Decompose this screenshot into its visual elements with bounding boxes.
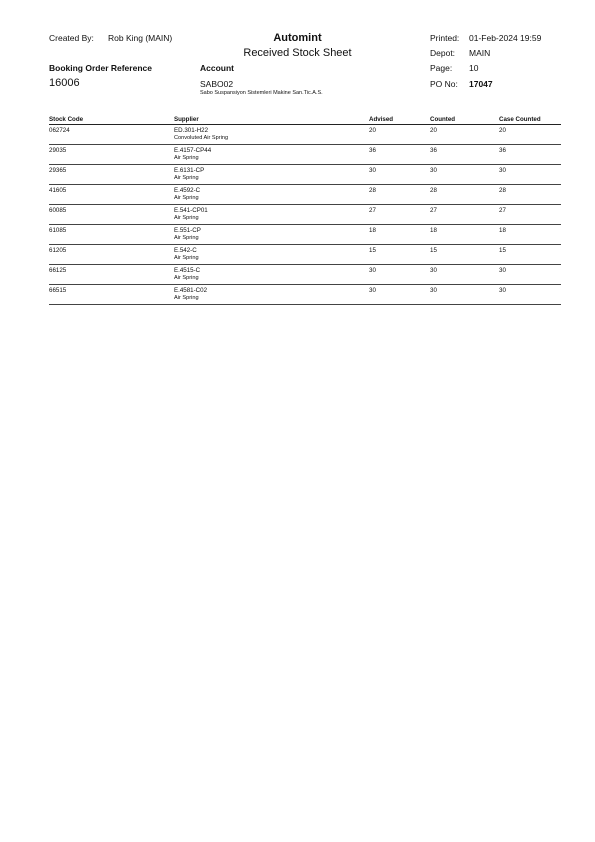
table-row [49, 165, 561, 185]
case-counted-qty: 30 [499, 165, 561, 185]
table-row [49, 245, 561, 265]
supplier-code: E.551-CP [174, 227, 201, 234]
table-row [49, 205, 561, 225]
sheet-title: Received Stock Sheet [243, 47, 352, 59]
counted-qty: 30 [430, 165, 499, 185]
supplier-code: E.4581-C02 [174, 287, 208, 294]
case-counted-qty: 15 [499, 245, 561, 265]
supplier-cell [174, 185, 369, 205]
advised-qty: 15 [369, 245, 430, 265]
account-name: Sabo Suspansiyon Sistemleri Makine San.Tic.A.S. [200, 90, 323, 96]
advised-qty: 30 [369, 285, 430, 305]
table-row [49, 265, 561, 285]
stock-code: 062724 [49, 125, 174, 145]
counted-qty: 20 [430, 125, 499, 145]
table-row [49, 125, 561, 145]
created-by-label: Created By: [49, 33, 94, 43]
item-description: Air Spring [174, 275, 199, 281]
supplier-code: E.6131-CP [174, 167, 205, 174]
col-stock-code: Stock Code [49, 114, 174, 125]
case-counted-qty: 27 [499, 205, 561, 225]
page-label: Page: [430, 63, 453, 73]
col-case-counted: Case Counted [499, 114, 561, 125]
item-description: Air Spring [174, 195, 199, 201]
advised-qty: 18 [369, 225, 430, 245]
created-by-value: Rob King (MAIN) [108, 33, 173, 43]
table-row [49, 145, 561, 165]
advised-qty: 30 [369, 265, 430, 285]
po-label: PO No: [430, 79, 458, 89]
case-counted-qty: 28 [499, 185, 561, 205]
stock-code: 61205 [49, 245, 174, 265]
supplier-cell [174, 145, 369, 165]
stock-code: 61085 [49, 225, 174, 245]
booking-label: Booking Order Reference [49, 63, 152, 73]
counted-qty: 18 [430, 225, 499, 245]
page-number: 10 [469, 63, 479, 73]
supplier-code: E.4157-CP44 [174, 147, 212, 154]
counted-qty: 27 [430, 205, 499, 225]
stock-code: 41605 [49, 185, 174, 205]
advised-qty: 20 [369, 125, 430, 145]
table-row [49, 285, 561, 305]
advised-qty: 27 [369, 205, 430, 225]
po-number: 17047 [469, 79, 493, 89]
counted-qty: 36 [430, 145, 499, 165]
case-counted-qty: 30 [499, 265, 561, 285]
item-description: Air Spring [174, 215, 199, 221]
supplier-cell [174, 245, 369, 265]
stock-code: 66515 [49, 285, 174, 305]
stock-code: 29365 [49, 165, 174, 185]
stock-code: 60085 [49, 205, 174, 225]
depot-label: Depot: [430, 48, 456, 58]
counted-qty: 30 [430, 285, 499, 305]
supplier-cell [174, 125, 369, 145]
supplier-cell [174, 285, 369, 305]
case-counted-qty: 36 [499, 145, 561, 165]
stock-code: 66125 [49, 265, 174, 285]
counted-qty: 15 [430, 245, 499, 265]
item-description: Air Spring [174, 255, 199, 261]
supplier-code: E.4592-C [174, 187, 201, 194]
table-header-row [49, 114, 561, 125]
table-row [49, 225, 561, 245]
booking-reference: 16006 [49, 77, 80, 89]
supplier-cell [174, 205, 369, 225]
printed-value: 01-Feb-2024 19:59 [469, 33, 542, 43]
supplier-code: E.542-C [174, 247, 197, 254]
advised-qty: 30 [369, 165, 430, 185]
col-advised: Advised [369, 114, 430, 125]
counted-qty: 28 [430, 185, 499, 205]
item-description: Air Spring [174, 235, 199, 241]
case-counted-qty: 18 [499, 225, 561, 245]
company-name: Automint [273, 32, 322, 44]
supplier-code: ED.301-H22 [174, 127, 209, 134]
supplier-code: E.4515-C [174, 267, 201, 274]
item-description: Air Spring [174, 175, 199, 181]
supplier-cell [174, 265, 369, 285]
stock-code: 29035 [49, 145, 174, 165]
item-description: Convoluted Air Spring [174, 135, 229, 141]
printed-label: Printed: [430, 33, 460, 43]
case-counted-qty: 30 [499, 285, 561, 305]
item-description: Air Spring [174, 295, 199, 301]
supplier-cell [174, 165, 369, 185]
table-row [49, 185, 561, 205]
supplier-code: E.541-CP01 [174, 207, 208, 214]
counted-qty: 30 [430, 265, 499, 285]
account-label: Account [200, 63, 234, 73]
depot-value: MAIN [469, 48, 491, 58]
col-supplier: Supplier [174, 114, 369, 125]
advised-qty: 36 [369, 145, 430, 165]
advised-qty: 28 [369, 185, 430, 205]
account-code: SABO02 [200, 79, 234, 89]
stock-table [49, 114, 561, 305]
case-counted-qty: 20 [499, 125, 561, 145]
col-counted: Counted [430, 114, 499, 125]
item-description: Air Spring [174, 155, 199, 161]
supplier-cell [174, 225, 369, 245]
